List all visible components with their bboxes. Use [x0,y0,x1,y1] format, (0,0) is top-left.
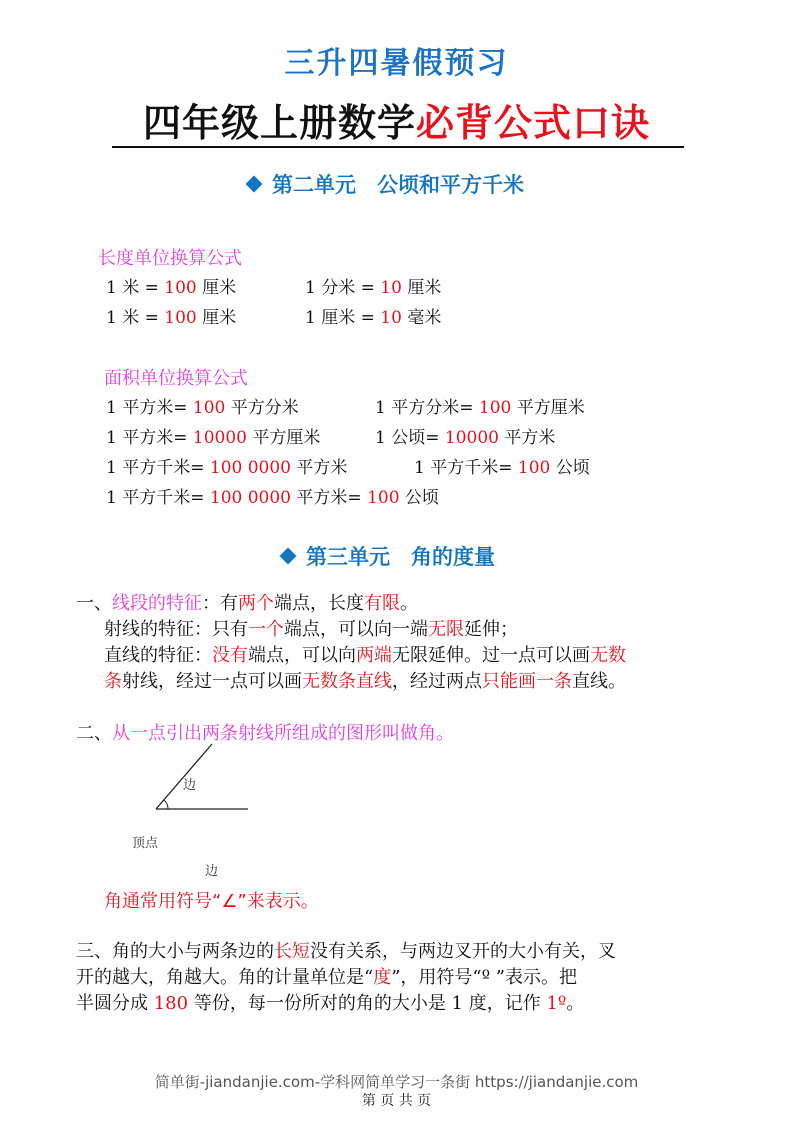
keyword: 只能画一条 [482,671,572,692]
area-row-1-b [375,393,585,418]
length-formula-title: 长度单位换算公式 [98,248,242,269]
formula-text: 公顷 [399,488,439,508]
subtitle-top: 三升四暑假预习 [284,46,509,81]
text: 半圆分成 [76,993,154,1014]
text: 直线。 [572,671,626,692]
area-row-1-a [106,393,299,418]
angle-diagram [120,740,320,890]
length-row-2-a [106,303,236,328]
formula-text: 厘米 [196,278,237,298]
title-black-part: 四年级上册数学 [142,101,416,145]
text: 端点，可以向 [248,645,356,666]
formula-text: 平方厘米 [246,428,321,448]
formula-text: 1 平方千米= [106,488,210,508]
text: 。 [400,593,418,614]
section-1-line-1 [76,589,418,615]
angle-arc [164,800,168,809]
text: 没有关系，与两边叉开的大小有关，叉 [310,941,616,962]
text: 射线的特征：只有 [104,619,248,640]
formula-value: 10 [380,308,402,328]
formula-text: 平方米 [498,428,556,448]
text: ，经过两点 [392,671,482,692]
formula-value: 10000 [192,428,247,448]
footer-watermark: 简单街-jiandanjie.com-学科网简单学习一条街 https://jiandanjie.com [154,1073,639,1091]
title-red-part: 必背公式口诀 [416,101,651,145]
keyword: 无限 [428,619,464,640]
diamond-bullet-icon [280,548,297,565]
formula-text: 平方分米 [225,398,299,418]
keyword: 没有 [212,645,248,666]
formula-value: 10000 [444,428,499,448]
formula-value: 100 [164,308,197,328]
formula-text: 1 平方米= [106,398,193,418]
keyword: 度 [373,967,392,988]
side-label-top: 边 [183,778,197,793]
formula-text: 厘米 [401,278,442,298]
formula-text: 1 厘米 = [305,308,381,328]
formula-text: 平方米= [291,488,368,508]
formula-text: 1 米 = [106,308,165,328]
keyword: 两个 [238,593,274,614]
text: 角的大小与两条边的 [112,941,274,962]
formula-text: 1 平方千米= [106,458,210,478]
formula-value: 100 [478,398,512,418]
formula-text: 1 分米 = [305,278,381,298]
formula-text: 毫米 [401,308,442,328]
angle-symbol-note: 角通常用符号“∠”来表示。 [104,891,319,912]
unit2-heading [248,169,524,199]
keyword: 两端 [356,645,392,666]
title-divider [112,146,684,148]
keyword: 1º [546,993,567,1014]
diamond-bullet-icon [246,176,263,193]
unit2-heading-text: 第二单元 公顷和平方千米 [272,173,524,197]
length-row-1-b [305,273,441,298]
area-row-2-a [106,423,320,448]
length-row-1-a [106,273,236,298]
section-number: 二、 [76,723,112,744]
text: 无限延伸。过一点可以画 [392,645,590,666]
unit3-heading-text: 第三单元 角的度量 [306,545,495,569]
length-row-2-b [305,303,441,328]
area-row-2-b [375,423,555,448]
section-3-line-3 [76,989,584,1015]
section-1-line-3 [104,641,626,667]
section-1-line-4 [104,667,626,693]
formula-text: 1 平方分米= [375,398,479,418]
keyword: 条 [104,671,122,692]
angle-definition: 从一点引出两条射线所组成的图形叫做角。 [112,723,454,744]
side-label-bottom: 边 [205,864,219,879]
area-row-3-b [414,453,590,478]
text: ：有 [202,593,238,614]
page-number: 第 页 共 页 [361,1093,432,1109]
formula-text: 1 平方米= [106,428,193,448]
keyword: 无数条直线 [302,671,392,692]
keyword: 180 [153,993,189,1014]
formula-text: 平方厘米 [511,398,585,418]
keyword: 有限 [364,593,400,614]
formula-text: 公顷 [550,458,590,478]
vertex-label: 顶点 [132,836,159,851]
formula-value: 100 [164,278,197,298]
keyword: 无数 [590,645,626,666]
area-formula-title: 面积单位换算公式 [104,368,248,389]
formula-value: 100 [367,488,400,508]
formula-text: 1 米 = [106,278,165,298]
section-number: 三、 [76,941,112,962]
text: 等份，每一份所对的角的大小是 1 度，记作 [188,993,547,1014]
formula-value: 100 [192,398,226,418]
formula-text: 厘米 [196,308,237,328]
area-row-4 [106,483,439,508]
formula-value: 100 [517,458,551,478]
text: 延伸； [464,619,518,640]
text: 开的越大，角越大。角的计量单位是“ [76,967,374,988]
formula-value: 10 [380,278,402,298]
formula-value: 100 0000 [209,488,291,508]
text: 端点，可以向一端 [284,619,428,640]
text: 直线的特征： [104,645,212,666]
text: 端点，长度 [274,593,364,614]
formula-value: 100 0000 [209,458,291,478]
text: ”，用符号“º ”表示。把 [391,967,577,988]
unit3-heading [282,541,495,571]
formula-text: 1 公顷= [375,428,445,448]
text: 射线，经过一点可以画 [122,671,302,692]
section-3-line-2 [76,963,577,989]
segment-label: 线段的特征 [112,593,202,614]
section-number: 一、 [76,593,112,614]
text: 。 [566,993,585,1014]
area-row-3-a [106,453,347,478]
section-1-line-2 [104,615,518,641]
keyword: 一个 [248,619,284,640]
formula-text: 平方米 [291,458,348,478]
page-title [0,92,793,147]
keyword: 长短 [274,941,310,962]
section-3-line-1 [76,937,616,963]
formula-text: 1 平方千米= [414,458,518,478]
